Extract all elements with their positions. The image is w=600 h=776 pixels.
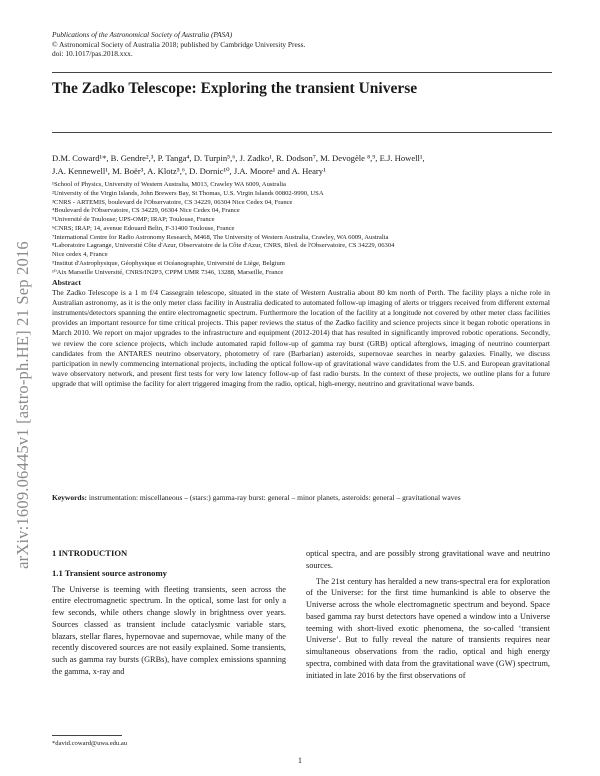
section-heading: 1 INTRODUCTION (52, 548, 128, 558)
body-paragraph: The 21st century has heralded a new trans-spectral era for exploration of the Universe: for the first time humankind is able to observe the Universe across the whole electromagnetic spectrum and beyond. Space based gamma ray burst detectors have opened a window into a Universe teeming with short-lived exotic phenomena, the so-called ‘transient Universe’. But to fully reveal the nature of transients requires near simultaneous observations from the radio, optical and high energy spectra, combined with data from the gravitational wave (GW) spectrum, initiated in late 2016 by the first observations of (306, 576, 550, 680)
top-rule (52, 72, 552, 73)
copyright-line: © Astronomical Society of Australia 2018; published by Cambridge University Press. (52, 39, 306, 49)
journal-name: Publications of the Astronomical Society of Australia (PASA) (52, 30, 233, 39)
body-column-left (52, 548, 286, 678)
abstract-text: The Zadko Telescope is a 1 m f/4 Cassegrain telescope, situated in the state of Western Australia about 80 km north of Perth. The facility plays a niche role in Australian astronomy, as it is the only meter class facility in Australia dedicated to automated follow-up imaging of alerts or triggers received from different external instruments/detectors spanning the entire electromagnetic spectrum. Furthermore the location of the facility at a longitude not covered by other meter class facilities provides an important resource for time critical projects. This paper reviews the status of the Zadko facility and science projects since it began robotic operations in March 2010. We report on major upgrades to the infrastructure and equipment (2012-2014) that has resulted in significantly improved robotic operations. Secondly, we review the core science projects, which include automated rapid follow-up of gamma ray burst (GRB) optical afterglows, imaging of neutrino counterpart candidates from the ANTARES neutrino observatory, photometry of rare (Barbarian) asteroids, supernovae searches in nearby galaxies. Finally, we discuss participation in newly commencing international projects, including the optical follow-up of gravitational wave candidates from the U.S. and European gravitational wave observatory network, and present first tests for very low latency follow-up of fast radio bursts. In the context of these projects, we outline plans for a future upgrade that will optimise the facility for alert triggered imaging from the radio, optical, high-energy, neutrino and gravitational wave bands. (52, 288, 550, 388)
footnote: *david.coward@uwa.edu.au (52, 740, 128, 747)
arxiv-stamp-text: arXiv:1609.06445v1 [astro-ph.HE] 21 Sep 2016 (13, 241, 32, 569)
body-paragraph: optical spectra, and are possibly strong gravitational wave and neutrino sources. (306, 549, 550, 570)
abstract-heading: Abstract (52, 278, 82, 287)
affiliation-item: ⁹Institut d'Astrophysique, Géophysique et Océanographie, Université de Liège, Belgium (52, 259, 285, 267)
subsection-heading: 1.1 Transient source astronomy (52, 567, 167, 578)
affiliation-item: ⁶CNRS; IRAP; 14, avenue Edouard Belin, F-31400 Toulouse, France (52, 224, 235, 232)
journal-header (52, 30, 305, 59)
affiliation-item: ³CNRS - ARTEMIS, boulevard de l'Observatoire, CS 34229, 06304 Nice Cedex 04, France (52, 198, 293, 206)
footnote-rule (52, 735, 122, 736)
author-line-1: D.M. Coward¹*, B. Gendre²,³, P. Tanga⁴, D. Turpin⁵,⁶, J. Zadko¹, R. Dodson⁷, M. Devogèle ⁸,⁹, E.J. Howell¹, (52, 153, 425, 163)
affiliation-item: ¹⁰Aix Marseille Université, CNRS/IN2P3, CPPM UMR 7346, 13288, Marseille, France (52, 268, 284, 276)
doi-line: doi: 10.1017/pas.2018.xxx. (52, 49, 133, 59)
title-rule (52, 132, 552, 133)
affiliation-item: ²University of the Virgin Islands, John Brewers Bay, St Thomas, U.S. Virgin Islands 00802-9990, USA (52, 189, 324, 197)
affiliation-list (52, 181, 557, 277)
affiliation-item: ⁵Université de Toulouse; UPS-OMP; IRAP; Toulouse, France (52, 216, 215, 223)
keywords-text: instrumentation: miscellaneous – (stars:) gamma-ray burst: general – minor planets, asteroids: general – gravitational waves (88, 493, 461, 502)
arxiv-stamp (6, 200, 40, 610)
paper-title: The Zadko Telescope: Exploring the transient Universe (52, 80, 418, 97)
abstract (52, 278, 550, 389)
affiliation-item: ⁷International Centre for Radio Astronomy Research, M468, The University of Western Australia, Crawley, WA 6009, Australia (52, 233, 389, 241)
keywords-label: Keywords: (52, 493, 87, 502)
author-list (52, 152, 552, 177)
affiliation-item: ¹School of Physics, University of Western Australia, M013, Crawley WA 6009, Australia (52, 181, 286, 188)
affiliation-item: ⁴Boulevard de l'Observatoire, CS 34229, 06304 Nice Cedex 04, France (52, 207, 240, 215)
author-line-2: J.A. Kennewell¹, M. Boër³, A. Klotz⁵,⁶, D. Dornic¹⁰, J.A. Moore¹ and A. Heary¹ (52, 165, 326, 176)
keywords (52, 493, 550, 503)
page-number: 1 (297, 756, 303, 765)
affiliation-item: ⁸Laboratoire Lagrange, Université Côte d'Azur, Observatoire de la Côte d'Azur, CNRS, Blvd. de l'Observatoire, CS 34229, 06304 (52, 242, 395, 250)
body-column-right (306, 548, 550, 681)
body-paragraph: The Universe is teeming with fleeting transients, seen across the entire electromagnetic spectrum. In the optical, some last for only a few seconds, while others change slowly in brightness over years. Sources classed as transient include cataclysmic variable stars, blazars, stellar flares, hypernovae and supernovae, while many of the recently discovered sources are not easily explained. Some transients, such as gamma ray bursts (GRBs), have complex emissions spanning the gamma, x-ray and (52, 584, 286, 676)
affiliation-item: Nice cedex 4, France (52, 251, 108, 258)
